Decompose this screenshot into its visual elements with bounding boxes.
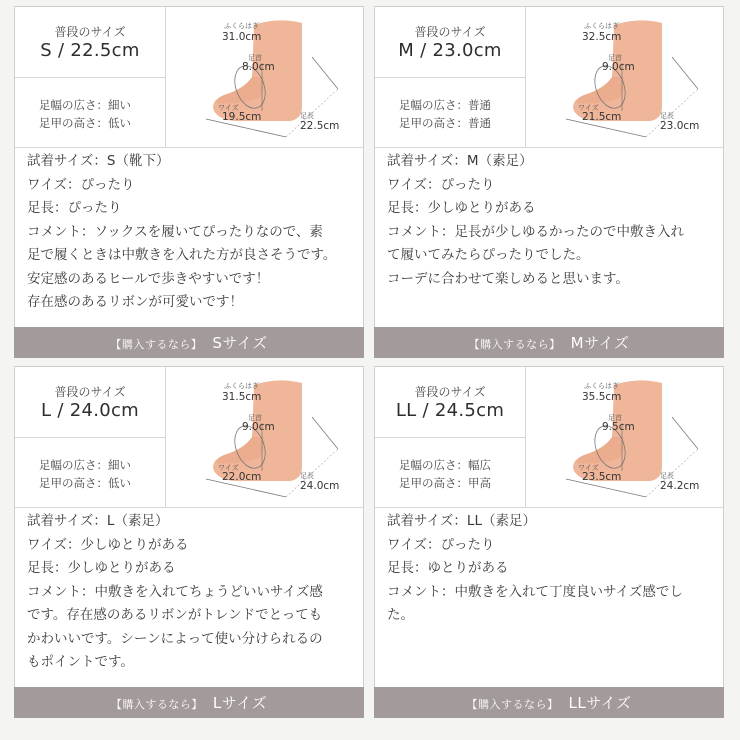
review-line: コーデに合わせて楽しめると思います。 xyxy=(387,270,629,287)
length-line-top xyxy=(672,417,698,449)
buy-prefix: 【購入するなら】 xyxy=(466,698,559,711)
buy-prefix: 【購入するなら】 xyxy=(468,338,561,351)
review-line: ワイズ：ぴったり xyxy=(27,176,135,193)
foot-width-text: 足幅の広さ：普通 xyxy=(399,98,491,112)
review-text xyxy=(387,510,717,628)
ankle-value: 9.5cm xyxy=(602,421,635,433)
size-review-card-0 xyxy=(14,6,364,358)
foot-shape-box xyxy=(375,438,526,507)
length-label: 足長 xyxy=(660,112,674,120)
buy-size: Mサイズ xyxy=(570,334,630,352)
length-value: 22.5cm xyxy=(300,120,340,132)
foot-diagram xyxy=(166,7,363,147)
review-line: 存在感のあるリボンが可愛いです！ xyxy=(27,294,243,310)
card-header xyxy=(375,367,723,508)
review-line: て履いてみたらぴったりでした。 xyxy=(387,247,590,263)
review-line: 足長：少しゆとりがある xyxy=(387,200,536,216)
foot-diagram xyxy=(526,367,723,507)
card-header xyxy=(15,367,363,508)
review-line: コメント：足長が少しゆるかったので中敷き入れ xyxy=(387,223,684,240)
buy-size: LLサイズ xyxy=(568,694,632,712)
usual-size-value: S / 22.5cm xyxy=(40,40,140,61)
calf-value: 32.5cm xyxy=(582,31,622,43)
card-header xyxy=(375,7,723,148)
review-line: 足長：少しゆとりがある xyxy=(27,560,176,576)
ankle-label: 足首 xyxy=(608,414,622,422)
ankle-label: 足首 xyxy=(608,54,622,62)
calf-value: 31.0cm xyxy=(222,31,262,43)
instep-height-text: 足甲の高さ：低い xyxy=(39,476,131,490)
review-line: 試着サイズ：M（素足） xyxy=(387,153,533,169)
wise-value: 19.5cm xyxy=(222,111,262,123)
foot-width-text: 足幅の広さ：幅広 xyxy=(399,458,491,472)
review-line: 足長：ゆとりがある xyxy=(387,560,509,576)
review-line: ワイズ：ぴったり xyxy=(387,176,495,193)
buy-size-bar xyxy=(14,687,364,718)
instep-height-text: 足甲の高さ：低い xyxy=(39,116,131,130)
size-review-card-2 xyxy=(14,366,364,718)
review-line: です。存在感のあるリボンがトレンドでとっても xyxy=(27,607,323,623)
review-line: た。 xyxy=(387,607,414,623)
usual-size-value: M / 23.0cm xyxy=(398,40,502,61)
usual-size-label: 普段のサイズ xyxy=(54,385,126,399)
review-text xyxy=(387,150,717,291)
usual-size-value: LL / 24.5cm xyxy=(395,400,505,421)
usual-size-label: 普段のサイズ xyxy=(414,25,486,39)
usual-size-label: 普段のサイズ xyxy=(414,385,486,399)
length-label: 足長 xyxy=(300,472,314,480)
calf-label: ふくらはぎ xyxy=(584,22,619,30)
usual-size-label: 普段のサイズ xyxy=(54,25,126,39)
wise-value: 21.5cm xyxy=(582,111,622,123)
length-line-top xyxy=(672,57,698,89)
foot-shape-box xyxy=(375,78,526,147)
foot-diagram xyxy=(166,367,363,507)
buy-size: Lサイズ xyxy=(212,694,268,712)
review-line: コメント：中敷きを入れてちょうどいいサイズ感 xyxy=(27,583,323,600)
review-line: 足で履くときは中敷きを入れた方が良さそうです。 xyxy=(27,247,337,263)
buy-size-bar xyxy=(374,687,724,718)
foot-width-text: 足幅の広さ：細い xyxy=(39,98,131,112)
buy-size-bar xyxy=(374,327,724,358)
usual-size-box xyxy=(375,7,526,78)
instep-height-text: 足甲の高さ：普通 xyxy=(399,116,491,130)
calf-label: ふくらはぎ xyxy=(224,382,259,390)
length-value: 24.0cm xyxy=(300,480,340,492)
review-line: 足長：ぴったり xyxy=(27,200,122,216)
ankle-label: 足首 xyxy=(248,54,262,62)
size-review-card-3 xyxy=(374,366,724,718)
length-line-top xyxy=(312,57,338,89)
review-line: 安定感のあるヒールで歩きやすいです！ xyxy=(27,270,270,287)
review-text xyxy=(27,510,357,675)
ankle-value: 9.0cm xyxy=(602,61,635,73)
size-review-card-1 xyxy=(374,6,724,358)
wise-label: ワイズ xyxy=(218,104,239,112)
length-line-top xyxy=(312,417,338,449)
length-value: 24.2cm xyxy=(660,480,700,492)
wise-value: 22.0cm xyxy=(222,471,262,483)
ankle-value: 9.0cm xyxy=(242,421,275,433)
length-value: 23.0cm xyxy=(660,120,700,132)
foot-shape-box xyxy=(15,78,166,147)
calf-value: 31.5cm xyxy=(222,391,262,403)
review-line: コメント：ソックスを履いてぴったりなので、素 xyxy=(27,223,323,240)
buy-prefix: 【購入するなら】 xyxy=(110,698,203,711)
length-label: 足長 xyxy=(660,472,674,480)
review-line: かわいいです。シーンによって使い分けられるの xyxy=(27,630,323,647)
card-header xyxy=(15,7,363,148)
review-text xyxy=(27,150,357,315)
foot-diagram xyxy=(526,7,723,147)
buy-prefix: 【購入するなら】 xyxy=(110,338,203,351)
wise-label: ワイズ xyxy=(218,464,239,472)
length-label: 足長 xyxy=(300,112,314,120)
review-line: もポイントです。 xyxy=(27,654,134,670)
wise-label: ワイズ xyxy=(578,464,599,472)
review-line: 試着サイズ：LL（素足） xyxy=(387,513,536,529)
usual-size-box xyxy=(15,7,166,78)
review-line: 試着サイズ：S（靴下） xyxy=(27,153,170,169)
buy-size: Sサイズ xyxy=(212,334,268,352)
review-line: コメント：中敷きを入れて丁度良いサイズ感でし xyxy=(387,583,683,600)
review-line: ワイズ：少しゆとりがある xyxy=(27,536,189,553)
calf-label: ふくらはぎ xyxy=(224,22,259,30)
buy-size-bar xyxy=(14,327,364,358)
ankle-label: 足首 xyxy=(248,414,262,422)
ankle-value: 8.0cm xyxy=(242,61,275,73)
usual-size-box xyxy=(15,367,166,438)
instep-height-text: 足甲の高さ：甲高 xyxy=(399,476,491,490)
usual-size-value: L / 24.0cm xyxy=(40,400,140,421)
wise-value: 23.5cm xyxy=(582,471,622,483)
review-line: 試着サイズ：L（素足） xyxy=(27,513,169,529)
review-line: ワイズ：ぴったり xyxy=(387,536,495,553)
usual-size-box xyxy=(375,367,526,438)
foot-width-text: 足幅の広さ：細い xyxy=(39,458,131,472)
calf-value: 35.5cm xyxy=(582,391,622,403)
calf-label: ふくらはぎ xyxy=(584,382,619,390)
foot-shape-box xyxy=(15,438,166,507)
wise-label: ワイズ xyxy=(578,104,599,112)
